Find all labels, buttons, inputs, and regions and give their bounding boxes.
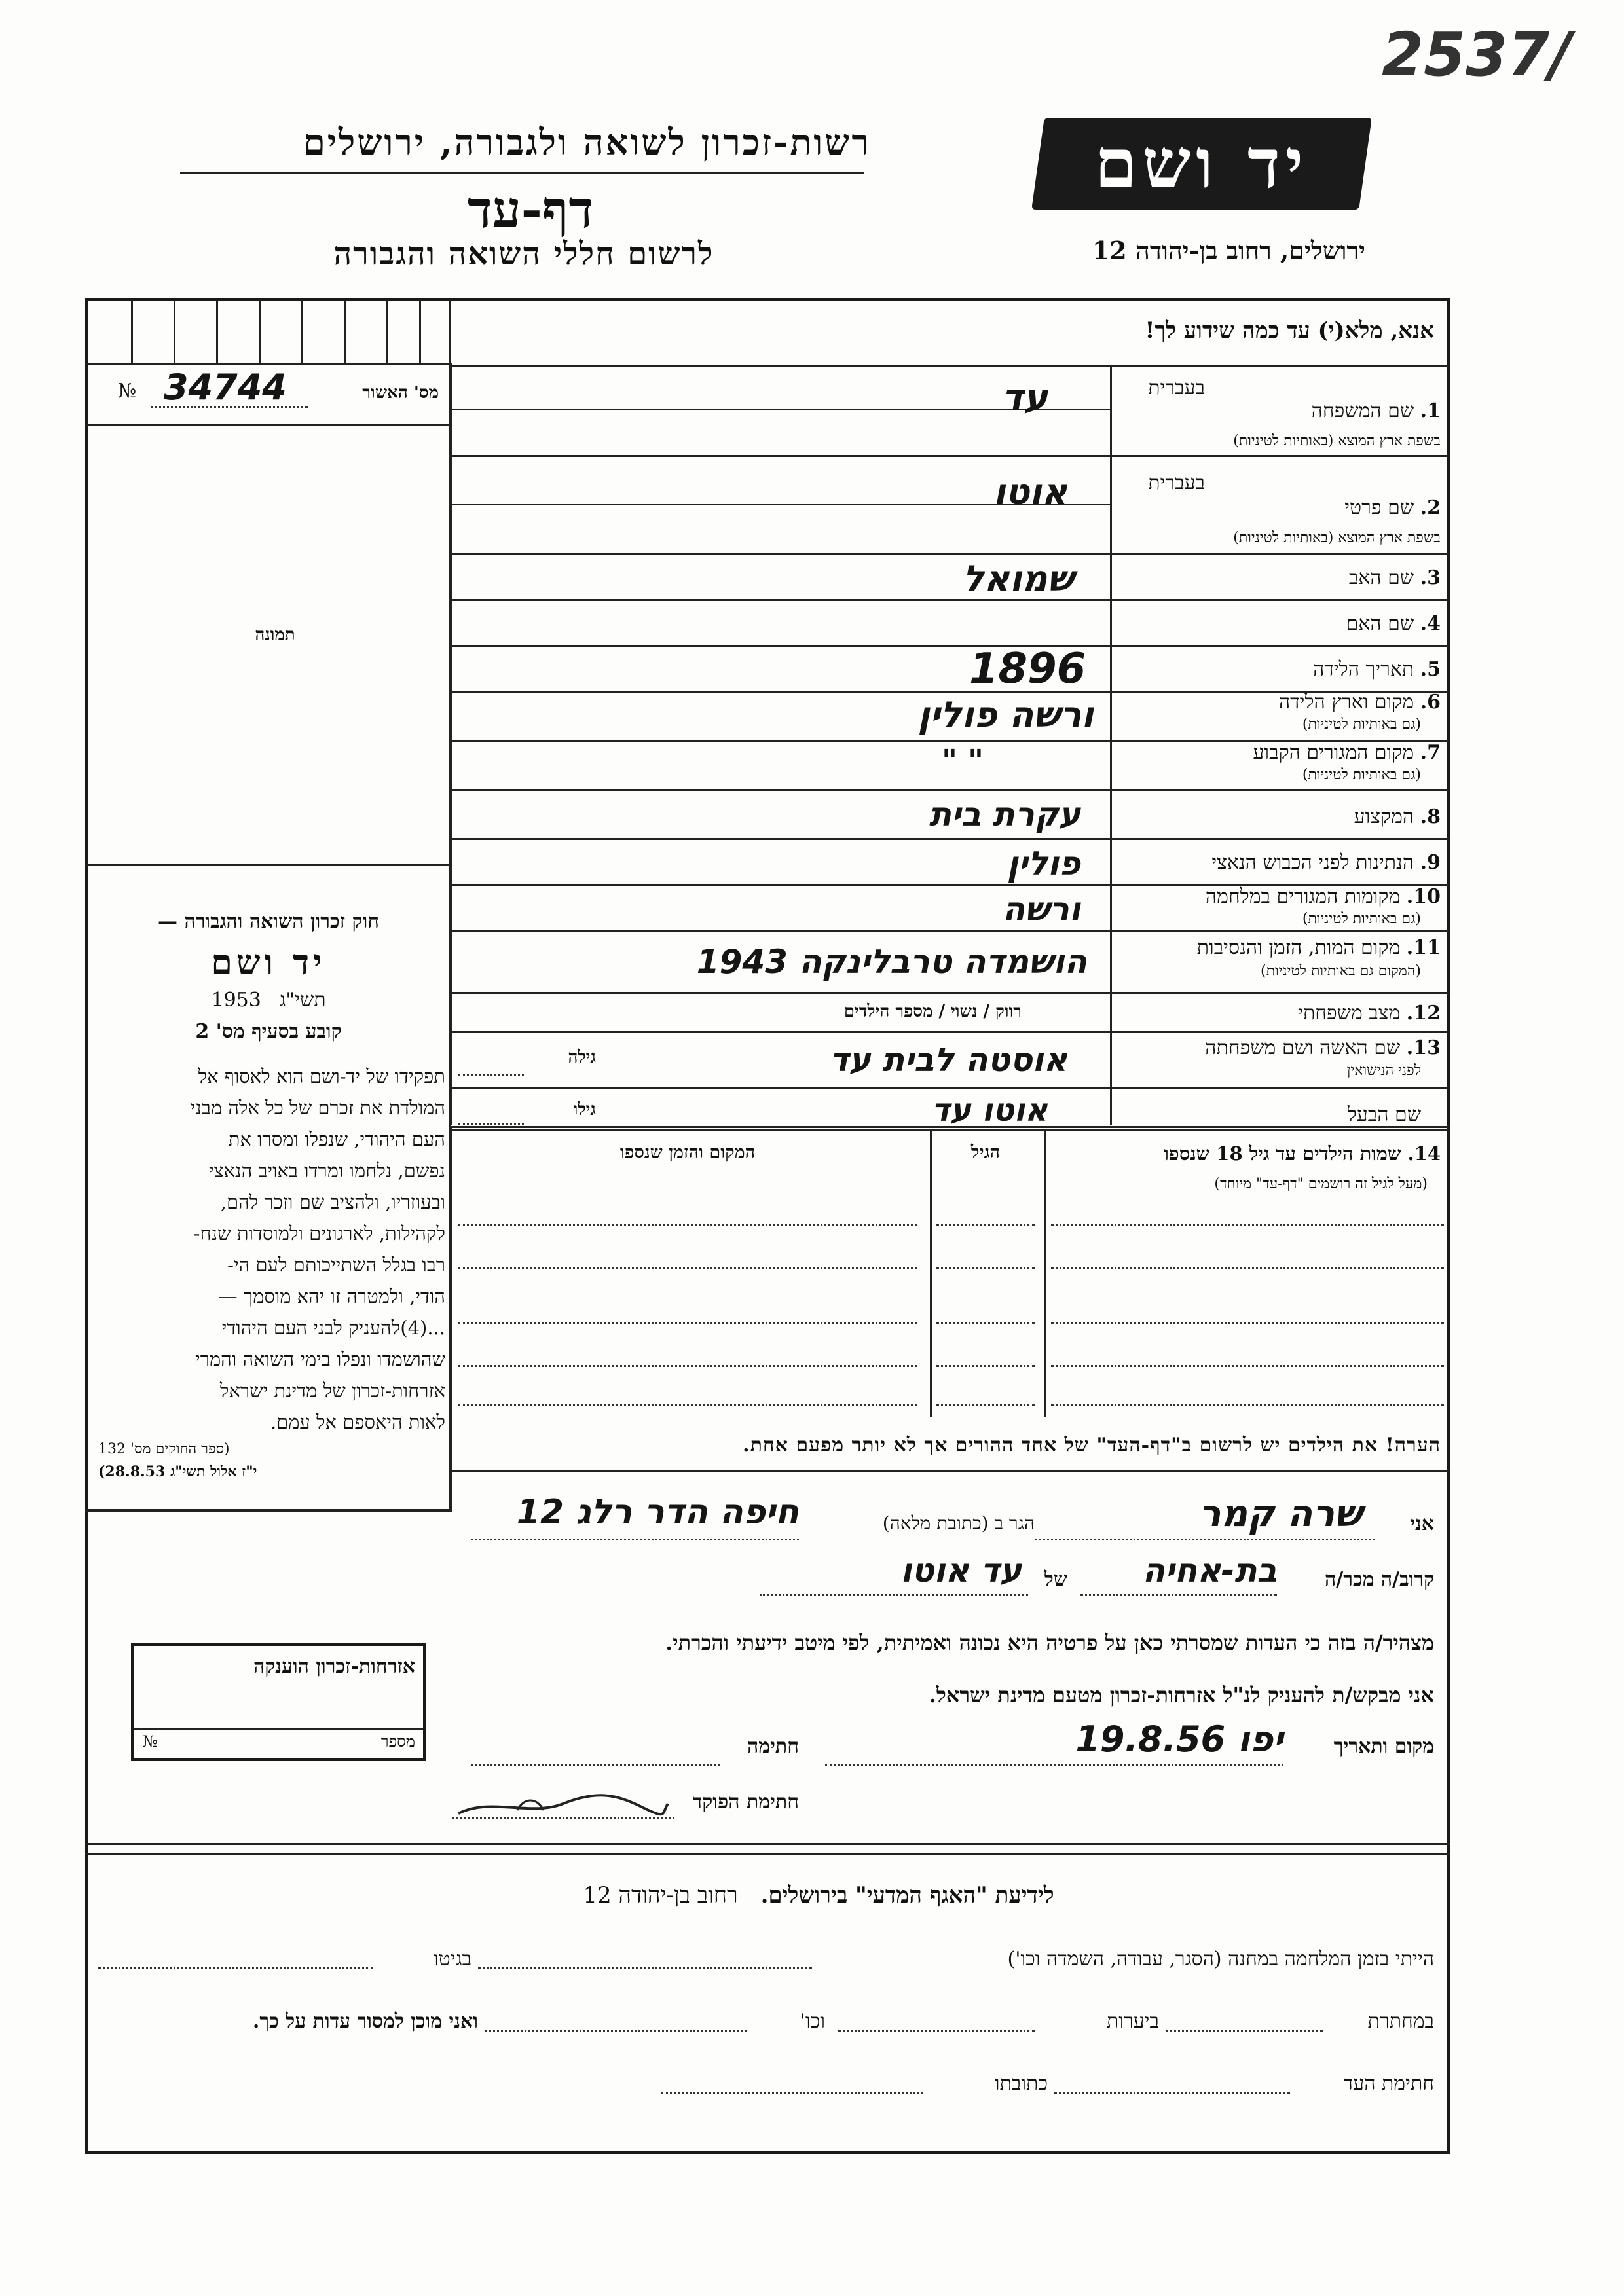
footer-line-2-dots-a [1166,2030,1323,2032]
photo-label: תמונה [255,625,295,645]
field-3-number: 3. [1420,566,1441,589]
officer-signature-label: חתימת הפוקד [692,1791,799,1813]
law-text [98,1061,445,1438]
field-12-label [1113,1002,1441,1025]
footer-address: רחוב בן-יהודה 12 [583,1882,738,1908]
field-10-value: ורשה [1002,890,1080,928]
field-13-number: 13. [1406,1036,1441,1059]
registration-label: מס' האשור [362,383,439,403]
in-hebrew-2: בעברית [1148,471,1205,494]
registration-dots [151,406,308,408]
husband-age-label: גילו [573,1100,596,1120]
declaration-request: אני מבקש/ת להעניק לנ"ל אזרחות-זכרון מטעם מדינת ישראל. [929,1683,1434,1707]
field-7-text: מקום המגורים הקבוע [1253,741,1414,764]
law-text-line: לאות היאספם אל עמם. [270,1411,445,1433]
certificate-title: אזרחות-זכרון הוענקה [253,1655,415,1678]
field-2-number: 2. [1420,496,1441,519]
logo-text: יד ושם [1094,123,1309,204]
declaration-relative-value: בת-אחיה [1142,1552,1277,1590]
box-divider [174,300,175,363]
law-text-line: אזרחות-זכרון של מדינת ישראל [219,1379,445,1402]
field-3-text: שם האב [1348,566,1414,589]
footer-line-2-ready: ואני מוכן למסור עדות על כך. [252,2010,478,2033]
children-row-line [458,1224,917,1226]
place-date-value: יפו 19.8.56 [1075,1719,1283,1760]
field-2-value: אוטו [993,471,1067,513]
field-3-value: שמואל [962,558,1074,599]
declaration-of-value: עד אוטו [900,1552,1022,1590]
children-col-border [1044,1129,1046,1417]
footer-line-3-dots-a [1054,2092,1290,2094]
in-hebrew-1: בעברית [1148,376,1205,399]
field-13-value: אוסטה לבית עד [830,1041,1067,1079]
certificate-box [131,1643,426,1761]
declaration-address-value: חיפה הדר רלג 12 [516,1493,799,1532]
footer-line-1-ghetto: בגיטו [433,1948,471,1971]
field-10-text: מקומות המגורים במלחמה [1205,885,1401,908]
field-6-text: מקום וארץ הלידה [1278,691,1414,714]
field-2-label [1120,496,1441,519]
footer-line-3-dots-b [661,2092,923,2094]
law-text-line: ...(4)להעניק לבני העם היהודי [221,1317,445,1339]
field-10-number: 10. [1406,885,1441,908]
law-text-line: נפשם, נלחמו ומרדו באויב הנאצי [208,1159,445,1182]
label-column-border [1110,365,1112,1125]
field-1-number: 1. [1420,399,1441,422]
org-line: רשות-זכרון לשואה ולגבורה, ירושלים [303,121,871,163]
law-year-heb: תשי"ג [279,989,326,1011]
field-1-origin: בשפת ארץ המוצא (באותיות לטיניות) [1233,433,1441,449]
row-line [451,365,1449,367]
field-7-number: 7. [1420,741,1441,764]
law-text-line: המולדת את זכרם של כל אלה מבני [190,1097,445,1119]
field-10-label [1113,885,1441,908]
footer-header [458,1882,1179,1908]
law-text-line: רבו בגלל השתייכותם לעם הי- [227,1254,445,1276]
children-row-line [936,1404,1035,1406]
field-11-latin: (המקום גם באותיות לטיניות) [1261,963,1421,979]
certificate-divider [134,1728,423,1730]
footer-line-2-dots-b [838,2030,1035,2032]
left-column-bottom [85,1509,451,1512]
field-10-latin: (גם באותיות לטיניות) [1302,911,1421,927]
box-divider [259,300,261,363]
field-7-label [1120,741,1441,764]
field-5-number: 5. [1420,658,1441,681]
org-underline [180,172,864,174]
children-row-line [1051,1404,1444,1406]
children-row-line [458,1404,917,1406]
field-4-label [1120,612,1441,635]
law-year-num: 1953 [211,989,261,1011]
box-divider [344,300,346,363]
law-reference-1: (ספר החוקים מס' 132 [98,1441,230,1457]
field-9-label [1120,851,1441,874]
officer-signature-mark [452,1784,674,1823]
field-1-value: עד [1001,376,1048,419]
row-line [451,838,1449,840]
photo-top-border [85,424,451,426]
declaration-i-label: אני [1410,1512,1434,1535]
field-12-number: 12. [1406,1002,1441,1025]
law-text-line: תפקידו של יד-ושם הוא לאסוף אל [198,1065,445,1087]
footer-title: לידיעת "האגף המדעי" בירושלים. [760,1882,1054,1908]
field-13-label [1113,1036,1441,1059]
law-title: חוק זכרון השואה והגבורה — [158,910,379,933]
footer-line-1: הייתי בזמן המלחמה במחנה (הסגר, עבודה, השמדה וכו') [1007,1948,1434,1971]
form-subtitle: לרשום חללי השואה והגבורה [333,236,714,272]
field-7-latin: (גם באותיות לטיניות) [1302,767,1421,783]
field-11-text: מקום המות, הזמן והנסיבות [1196,936,1401,959]
children-row-line [458,1365,917,1367]
field-7-value: " " [942,743,984,778]
box-divider [419,300,421,363]
field-6-label [1120,691,1441,714]
value-column-border [451,365,452,1125]
children-place-header: המקום והזמן שנספו [619,1142,756,1163]
form-title: דף-עד [468,180,593,240]
law-text-line: שהושמדו ונפלו בימי השואה והמרי [195,1348,445,1370]
archive-number: 2537/ [1382,20,1572,90]
declaration-address-dots [471,1539,799,1540]
law-text-line: לקהילות, לארגונים ולמוסדות שנח- [193,1222,445,1245]
footer-line-2-underground: במחתרת [1367,2010,1434,2033]
field-1-text: שם המשפחה [1311,399,1414,422]
children-top [451,1129,1449,1131]
marital-options: רווק / נשוי / מספר הילדים [843,1002,1022,1021]
field-2-text: שם פרטי [1344,496,1414,519]
children-age-header: הגיל [970,1142,1001,1163]
wife-age-label: גילה [568,1048,596,1067]
logo [1031,118,1372,210]
children-col-border [451,1126,452,1512]
field-3-label [1120,566,1441,589]
children-row-line [458,1322,917,1324]
children-row-line [1051,1224,1444,1226]
note-bottom [451,1470,1449,1472]
field-8-text: המקצוע [1354,805,1414,828]
top-row-divider [85,363,452,365]
declaration-relative-label: קרוב/ה מכר/ה [1325,1568,1434,1591]
box-divider [386,300,388,363]
field-13-text: שם האשה ושם משפחתה [1205,1036,1401,1059]
wife-age-dots [458,1074,524,1076]
children-row-line [1051,1322,1444,1324]
footer-divider-2 [85,1853,1450,1855]
declaration-statement: מצהיר/ה בזה כי העדות שמסרתי כאן על פרטיה היא נכונה ואמיתית, לפי מיטב ידיעתי והכרתי. [665,1630,1434,1655]
law-year [98,989,439,1011]
field-9-text: הנתינות לפני הכבוש הנאצי [1211,851,1414,874]
children-row-line [936,1365,1035,1367]
field-9-number: 9. [1420,851,1441,874]
field-8-value: עקרת בית [929,795,1080,833]
field-5-text: תאריך הלידה [1313,658,1414,681]
children-col-border [930,1129,932,1417]
law-name: יד ושם [211,943,326,983]
law-section: קובע בסעיף מס' 2 [195,1020,342,1043]
field-5-value: 1896 [969,645,1086,693]
field-11-value: הושמדה טרבלינקה 1943 [696,943,1087,981]
law-text-line: העם היהודי, שנפלו ומסרו את [228,1128,445,1150]
children-row-line [1051,1267,1444,1269]
registration-no-symbol: № [118,380,137,403]
law-text-line: ובעוזריו, ולהציב שם וזכר להם, [220,1191,445,1213]
place-date-label: מקום ותאריך [1333,1735,1434,1758]
row-line [451,930,1449,932]
law-reference-2: י"ז אלול תשי"ג 28.8.53) [98,1463,257,1480]
declaration-relative-dots [1080,1594,1277,1596]
children-row-line [936,1267,1035,1269]
box-divider [216,300,218,363]
header-address: ירושלים, רחוב בן-יהודה 12 [1092,236,1365,265]
registration-number: 34744 [164,367,287,408]
declaration-i-value: שרה קמר [1198,1493,1362,1535]
husband-label: שם הבעל [1347,1103,1421,1126]
law-text-line: הודי, ולמטרה זו יהא מוסמך — [218,1285,445,1307]
field-12-text: מצב משפחתי [1298,1002,1401,1025]
field-1-label [1120,399,1441,422]
field-8-number: 8. [1420,805,1441,828]
declaration-i-dots [1035,1539,1375,1540]
footer-line-3-address: כתובתו [994,2072,1048,2095]
signature-label: חתימה [747,1735,799,1758]
declaration-of-dots [760,1594,1028,1596]
law-top-border [85,864,451,866]
field-11-number: 11. [1406,936,1441,959]
row-line [451,645,1449,647]
declaration-lives-label: הגר ב (כתובת מלאה) [882,1512,1035,1534]
row-line [451,553,1449,555]
field-9-value: פולין [1006,845,1080,883]
row-line [451,1087,1449,1089]
field-4-text: שם האם [1346,612,1414,635]
field-4-number: 4. [1420,612,1441,635]
children-row-line [936,1224,1035,1226]
row-line [451,992,1449,994]
signature-dots [471,1764,720,1766]
row-line [451,789,1449,791]
field-6-latin: (גם באותיות לטיניות) [1302,716,1421,733]
field-8-label [1120,805,1441,828]
footer-line-1-dots [478,1967,812,1969]
certificate-no-label: מספר [380,1732,415,1751]
footer-line-3-witness-sig: חתימת העד [1343,2072,1434,2095]
husband-age-dots [458,1123,524,1125]
footer-line-2-dots-c [485,2030,747,2032]
footer-line-1-ghetto-dots [98,1967,373,1969]
place-date-dots [825,1764,1283,1766]
children-note: (מעל לגיל זה רושמים "דף-עד" מיוחד) [1214,1176,1428,1192]
field-6-number: 6. [1420,691,1441,714]
children-title: 14. שמות הילדים עד גיל 18 שנספו [1164,1142,1441,1165]
form-intro: אנא, מלא(י) עד כמה שידוע לך! [1145,318,1434,344]
children-row-line [458,1267,917,1269]
row-line [451,1031,1449,1033]
field-5-label [1120,658,1441,681]
children-row-line [936,1322,1035,1324]
children-row-line [1051,1365,1444,1367]
box-divider [301,300,303,363]
field-13-before-marriage: לפני הנישואין [1346,1063,1421,1079]
row-line [451,599,1449,601]
footer-divider-1 [85,1843,1450,1845]
box-divider [131,300,133,363]
row-line [451,455,1449,457]
declaration-of-label: של [1044,1568,1067,1591]
field-6-value: ורשה פולין [917,694,1094,735]
field-2-origin: בשפת ארץ המוצא (באותיות לטיניות) [1233,530,1441,546]
children-note-line: הערה! את הילדים יש לרשום ב"דף-העד" של אחד ההורים אך לא יותר מפעם אחת. [743,1434,1441,1457]
footer-line-2-forests: ביערות [1106,2010,1159,2033]
husband-value: אוטו עד [931,1092,1048,1129]
field-11-label [1113,936,1441,959]
footer-line-2-etc: וכו' [800,2010,825,2033]
certificate-no-symbol: № [143,1732,158,1751]
